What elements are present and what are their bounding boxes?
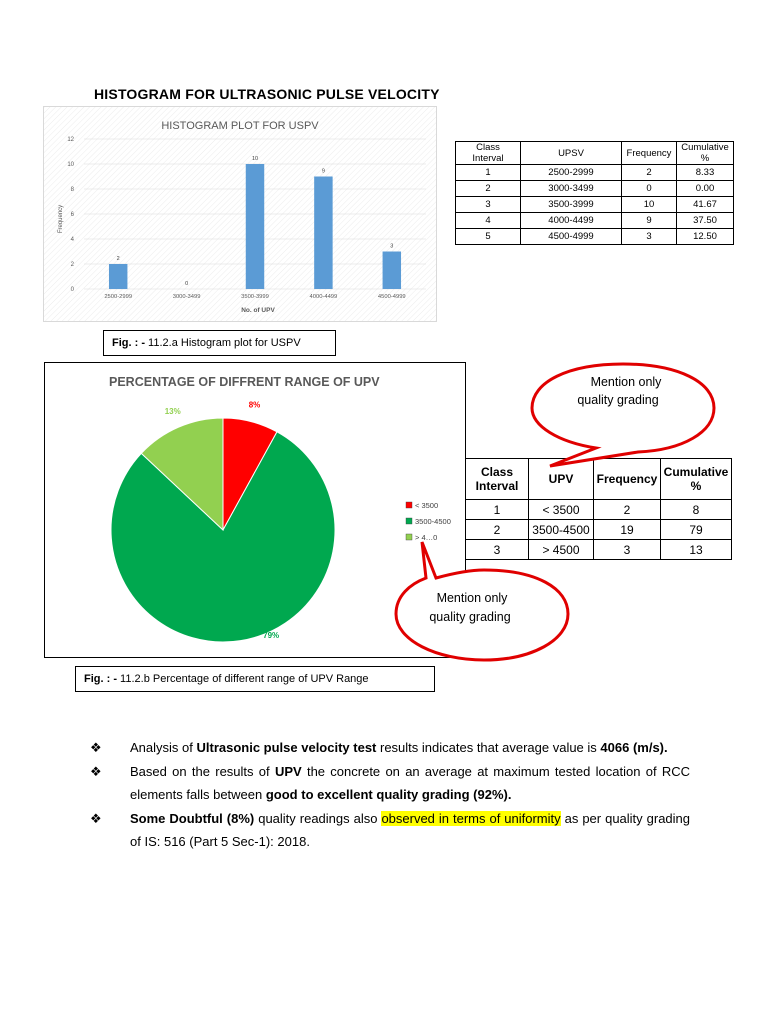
diamond-bullet-icon: ❖ (90, 740, 102, 755)
histogram-chart (43, 106, 437, 322)
bullet-item (90, 760, 690, 806)
table-row (456, 213, 734, 229)
legend-label: > 4…0 (415, 533, 438, 542)
bullet-bold: Some Doubtful (8%) (130, 811, 255, 826)
table-row (466, 500, 732, 520)
diamond-bullet-icon: ❖ (90, 811, 102, 826)
callout-bottom-line1: Mention only (436, 591, 508, 605)
y-tick-label: 6 (70, 212, 74, 218)
histogram-bar (109, 264, 127, 289)
histogram-xlabel: No. of UPV (241, 307, 275, 314)
table-cell: 4 (456, 213, 521, 229)
pie-data-label: 13% (164, 406, 181, 416)
bullet-bold: 4066 (m/s). (600, 740, 668, 755)
table-header-cell: UPSV (521, 142, 622, 165)
pie-data-label: 79% (263, 631, 280, 641)
table-header-cell: Frequency (622, 142, 677, 165)
x-tick-label: 3500-3999 (241, 294, 269, 300)
table-cell: 12.50 (677, 229, 734, 245)
callout-top-line2: quality grading (577, 393, 659, 407)
table-header-cell: Cumulative % (677, 142, 734, 165)
table-cell: 3 (466, 540, 529, 560)
table-header-cell: Cumulative % (661, 459, 732, 500)
bullet-text: results indicates that average value is (376, 740, 601, 755)
figure-caption-histogram (103, 330, 336, 356)
table-row (456, 181, 734, 197)
histogram-bar (246, 164, 264, 289)
bar-data-label: 3 (390, 243, 394, 250)
caption-prefix: Fig. : - (112, 337, 145, 349)
caption-text: 11.2.b Percentage of different range of UPV Range (117, 673, 369, 685)
x-tick-label: 3000-3499 (172, 294, 201, 300)
table-cell: 2 (622, 165, 677, 181)
figure-caption-pie (75, 666, 435, 692)
table-header-cell: UPV (529, 459, 594, 500)
histogram-title: HISTOGRAM PLOT FOR USPV (161, 120, 319, 132)
bullet-text: Based on the results of (130, 764, 275, 779)
table-cell: 2 (466, 520, 529, 540)
table-header-cell: Frequency (594, 459, 661, 500)
histogram-bar (383, 252, 401, 290)
bullet-text: Analysis of (130, 740, 197, 755)
bar-data-label: 10 (251, 156, 259, 162)
legend-swatch (406, 502, 412, 508)
bullet-text: quality readings also (254, 811, 382, 826)
callout-bubble-top (528, 360, 718, 470)
table-cell: 1 (466, 500, 529, 520)
table-cell: 19 (594, 520, 661, 540)
y-tick-label: 8 (70, 187, 74, 193)
table-cell: 3000-3499 (521, 181, 622, 197)
table-header-cell: Class Interval (456, 142, 521, 165)
caption-prefix: Fig. : - (84, 673, 117, 685)
class-interval-table-upsv (455, 141, 734, 245)
table-row (456, 165, 734, 181)
table-cell: 13 (661, 540, 732, 560)
analysis-bullet-list (90, 736, 690, 854)
callout-top-line1: Mention only (590, 375, 662, 389)
bar-data-label: 9 (321, 168, 325, 175)
table-cell: < 3500 (529, 500, 594, 520)
table-cell: 0.00 (677, 181, 734, 197)
table-cell: 3 (622, 229, 677, 245)
y-tick-label: 10 (67, 162, 74, 168)
y-tick-label: 12 (67, 137, 74, 143)
page-heading: HISTOGRAM FOR ULTRASONIC PULSE VELOCITY (94, 86, 440, 102)
table-row (456, 229, 734, 245)
highlighted-text: observed in terms of uniformity (381, 811, 561, 826)
bullet-bold: UPV (274, 764, 302, 779)
y-tick-label: 4 (70, 237, 74, 243)
table-cell: 0 (622, 181, 677, 197)
caption-text: 11.2.a Histogram plot for USPV (145, 337, 301, 349)
bullet-text: the concrete on an average at maximum tested location of RCC elements falls between (130, 764, 690, 802)
x-tick-label: 4000-4499 (309, 294, 338, 300)
table-cell: 41.67 (677, 197, 734, 213)
table-cell: 1 (456, 165, 521, 181)
bullet-item (90, 736, 690, 759)
bullet-bold: Ultrasonic pulse velocity test (196, 740, 377, 755)
table-cell: 8 (661, 500, 732, 520)
legend-label: < 3500 (415, 501, 439, 510)
table-cell: 5 (456, 229, 521, 245)
x-tick-label: 2500-2999 (104, 294, 133, 300)
table-cell: > 4500 (529, 540, 594, 560)
table-cell: 2 (456, 181, 521, 197)
x-tick-label: 4500-4999 (377, 294, 406, 300)
histogram-bar (314, 177, 332, 290)
bullet-bold: good to excellent quality grading (92%). (265, 787, 512, 802)
table-cell: 3 (594, 540, 661, 560)
table-cell: 79 (661, 520, 732, 540)
y-tick-label: 2 (70, 262, 74, 268)
table-header-cell: Class Interval (466, 459, 529, 500)
table-cell: 2500-2999 (521, 165, 622, 181)
bullet-item (90, 807, 690, 853)
table-cell: 3 (456, 197, 521, 213)
y-tick-label: 0 (70, 287, 74, 293)
bar-data-label: 2 (116, 256, 120, 262)
callout-bottom-line2: quality grading (429, 610, 511, 624)
bar-data-label: 0 (185, 281, 189, 287)
table-cell: 10 (622, 197, 677, 213)
table-cell: 3500-3999 (521, 197, 622, 213)
table-cell: 3500-4500 (529, 520, 594, 540)
table-cell: 4500-4999 (521, 229, 622, 245)
bullet-text: as per quality grading of IS: 516 (Part 5 Sec-1): 2018. (130, 811, 691, 849)
pie-data-label: 8% (248, 400, 261, 410)
table-cell: 2 (594, 500, 661, 520)
table-cell: 9 (622, 213, 677, 229)
table-header-row (456, 142, 734, 165)
table-cell: 4000-4499 (521, 213, 622, 229)
table-row (456, 197, 734, 213)
legend-swatch (406, 518, 412, 524)
legend-label: 3500-4500 (415, 517, 451, 526)
callout-bubble-bottom (392, 528, 572, 664)
diamond-bullet-icon: ❖ (90, 764, 102, 779)
table-cell: 37.50 (677, 213, 734, 229)
histogram-ylabel: Frequency (58, 204, 64, 234)
table-cell: 8.33 (677, 165, 734, 181)
pie-title: PERCENTAGE OF DIFFRENT RANGE OF UPV (109, 375, 380, 389)
